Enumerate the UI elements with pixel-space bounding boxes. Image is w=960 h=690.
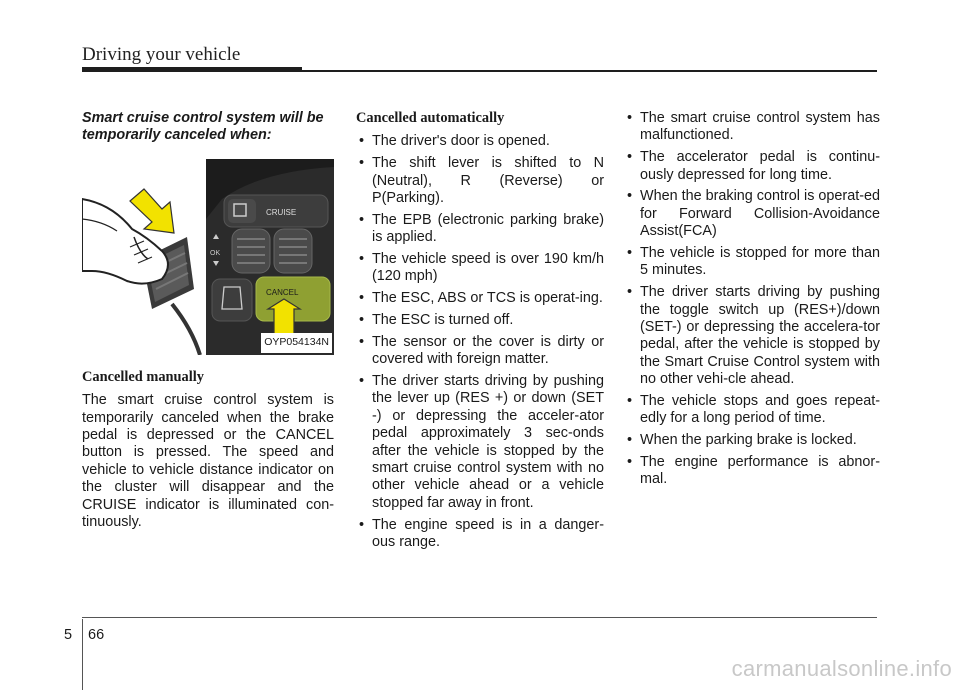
figure-ok-label: OK	[210, 249, 221, 257]
footer-divider	[82, 619, 83, 690]
list-item: • The vehicle is stopped for more than 5 minutes.	[624, 245, 880, 280]
list-item: • The EPB (electronic parking brake) is applied.	[356, 212, 604, 247]
list-item: • When the braking control is operat-ed for Forward Collision-Avoidance Assist(FCA)	[624, 188, 880, 240]
list-item: • The vehicle stops and goes repeat-edly for a long period of time.	[624, 393, 880, 428]
column-2	[356, 110, 604, 556]
figure-cruise-label: CRUISE	[266, 207, 297, 217]
list-item: • The sensor or the cover is dirty or covered with foreign matter.	[356, 334, 604, 369]
list-item: • The smart cruise control system has malfunctioned.	[624, 110, 880, 145]
column-3	[624, 110, 880, 493]
footer-rule	[82, 617, 877, 618]
figure-caption: OYP054134N	[261, 333, 332, 352]
list-item: • The driver's door is opened.	[356, 133, 604, 150]
manual-heading: Cancelled manually	[82, 368, 204, 385]
figure-cruise-button	[224, 195, 328, 227]
cancel-conditions-heading: Smart cruise control system will be temporarily canceled when:	[82, 110, 324, 144]
auto-heading: Cancelled automatically	[356, 110, 505, 126]
list-item: • The driver starts driving by pushing the toggle switch up (RES+)/down (SET-) or depressing the accelera-tor pedal, after the vehicle is stopped by the Smart Cruise Control system with no other vehi-cle ahead.	[624, 284, 880, 388]
list-item: • The engine performance is abnor-mal.	[624, 454, 880, 489]
column-1	[82, 110, 334, 531]
list-item: • The shift lever is shifted to N (Neutral), R (Reverse) or P(Parking).	[356, 155, 604, 207]
list-item: • The vehicle speed is over 190 km/h (120 mph)	[356, 251, 604, 286]
manual-text: The smart cruise control system is temporarily canceled when the brake pedal is depressed or the CANCEL button is pressed. The speed and vehicle to vehicle distance indicator on the cluster will disappear and the CRUISE indicator is illuminated con-tinuously.	[82, 392, 334, 531]
header-rule-thin	[302, 70, 877, 72]
header-rule-thick	[82, 67, 302, 72]
header-title: Driving your vehicle	[82, 44, 241, 65]
list-item: • The driver starts driving by pushing the lever up (RES +) or down (SET -) or depressing the acceler-ator pedal approximately 3 sec-onds after the vehicle is stopped by the smart cruise control system with no other vehicle ahead or a vehicle stopped far away in front.	[356, 373, 604, 512]
list-item: • The ESC is turned off.	[356, 312, 604, 329]
auto-cancel-list-continued	[624, 110, 880, 489]
page-number: 66	[88, 627, 105, 643]
cruise-control-illustration	[82, 159, 334, 355]
list-item: • The engine speed is in a danger-ous range.	[356, 517, 604, 552]
watermark: carmanualsonline.info	[731, 656, 952, 681]
list-item: • The ESC, ABS or TCS is operat-ing.	[356, 290, 604, 307]
steering-wheel-figure	[82, 159, 334, 355]
list-item: • When the parking brake is locked.	[624, 432, 880, 449]
figure-lane-button	[212, 279, 252, 321]
auto-cancel-list	[356, 133, 604, 551]
chapter-number: 5	[64, 627, 73, 643]
list-item: • The accelerator pedal is continu-ously depressed for long time.	[624, 149, 880, 184]
figure-cancel-label: CANCEL	[266, 287, 299, 297]
